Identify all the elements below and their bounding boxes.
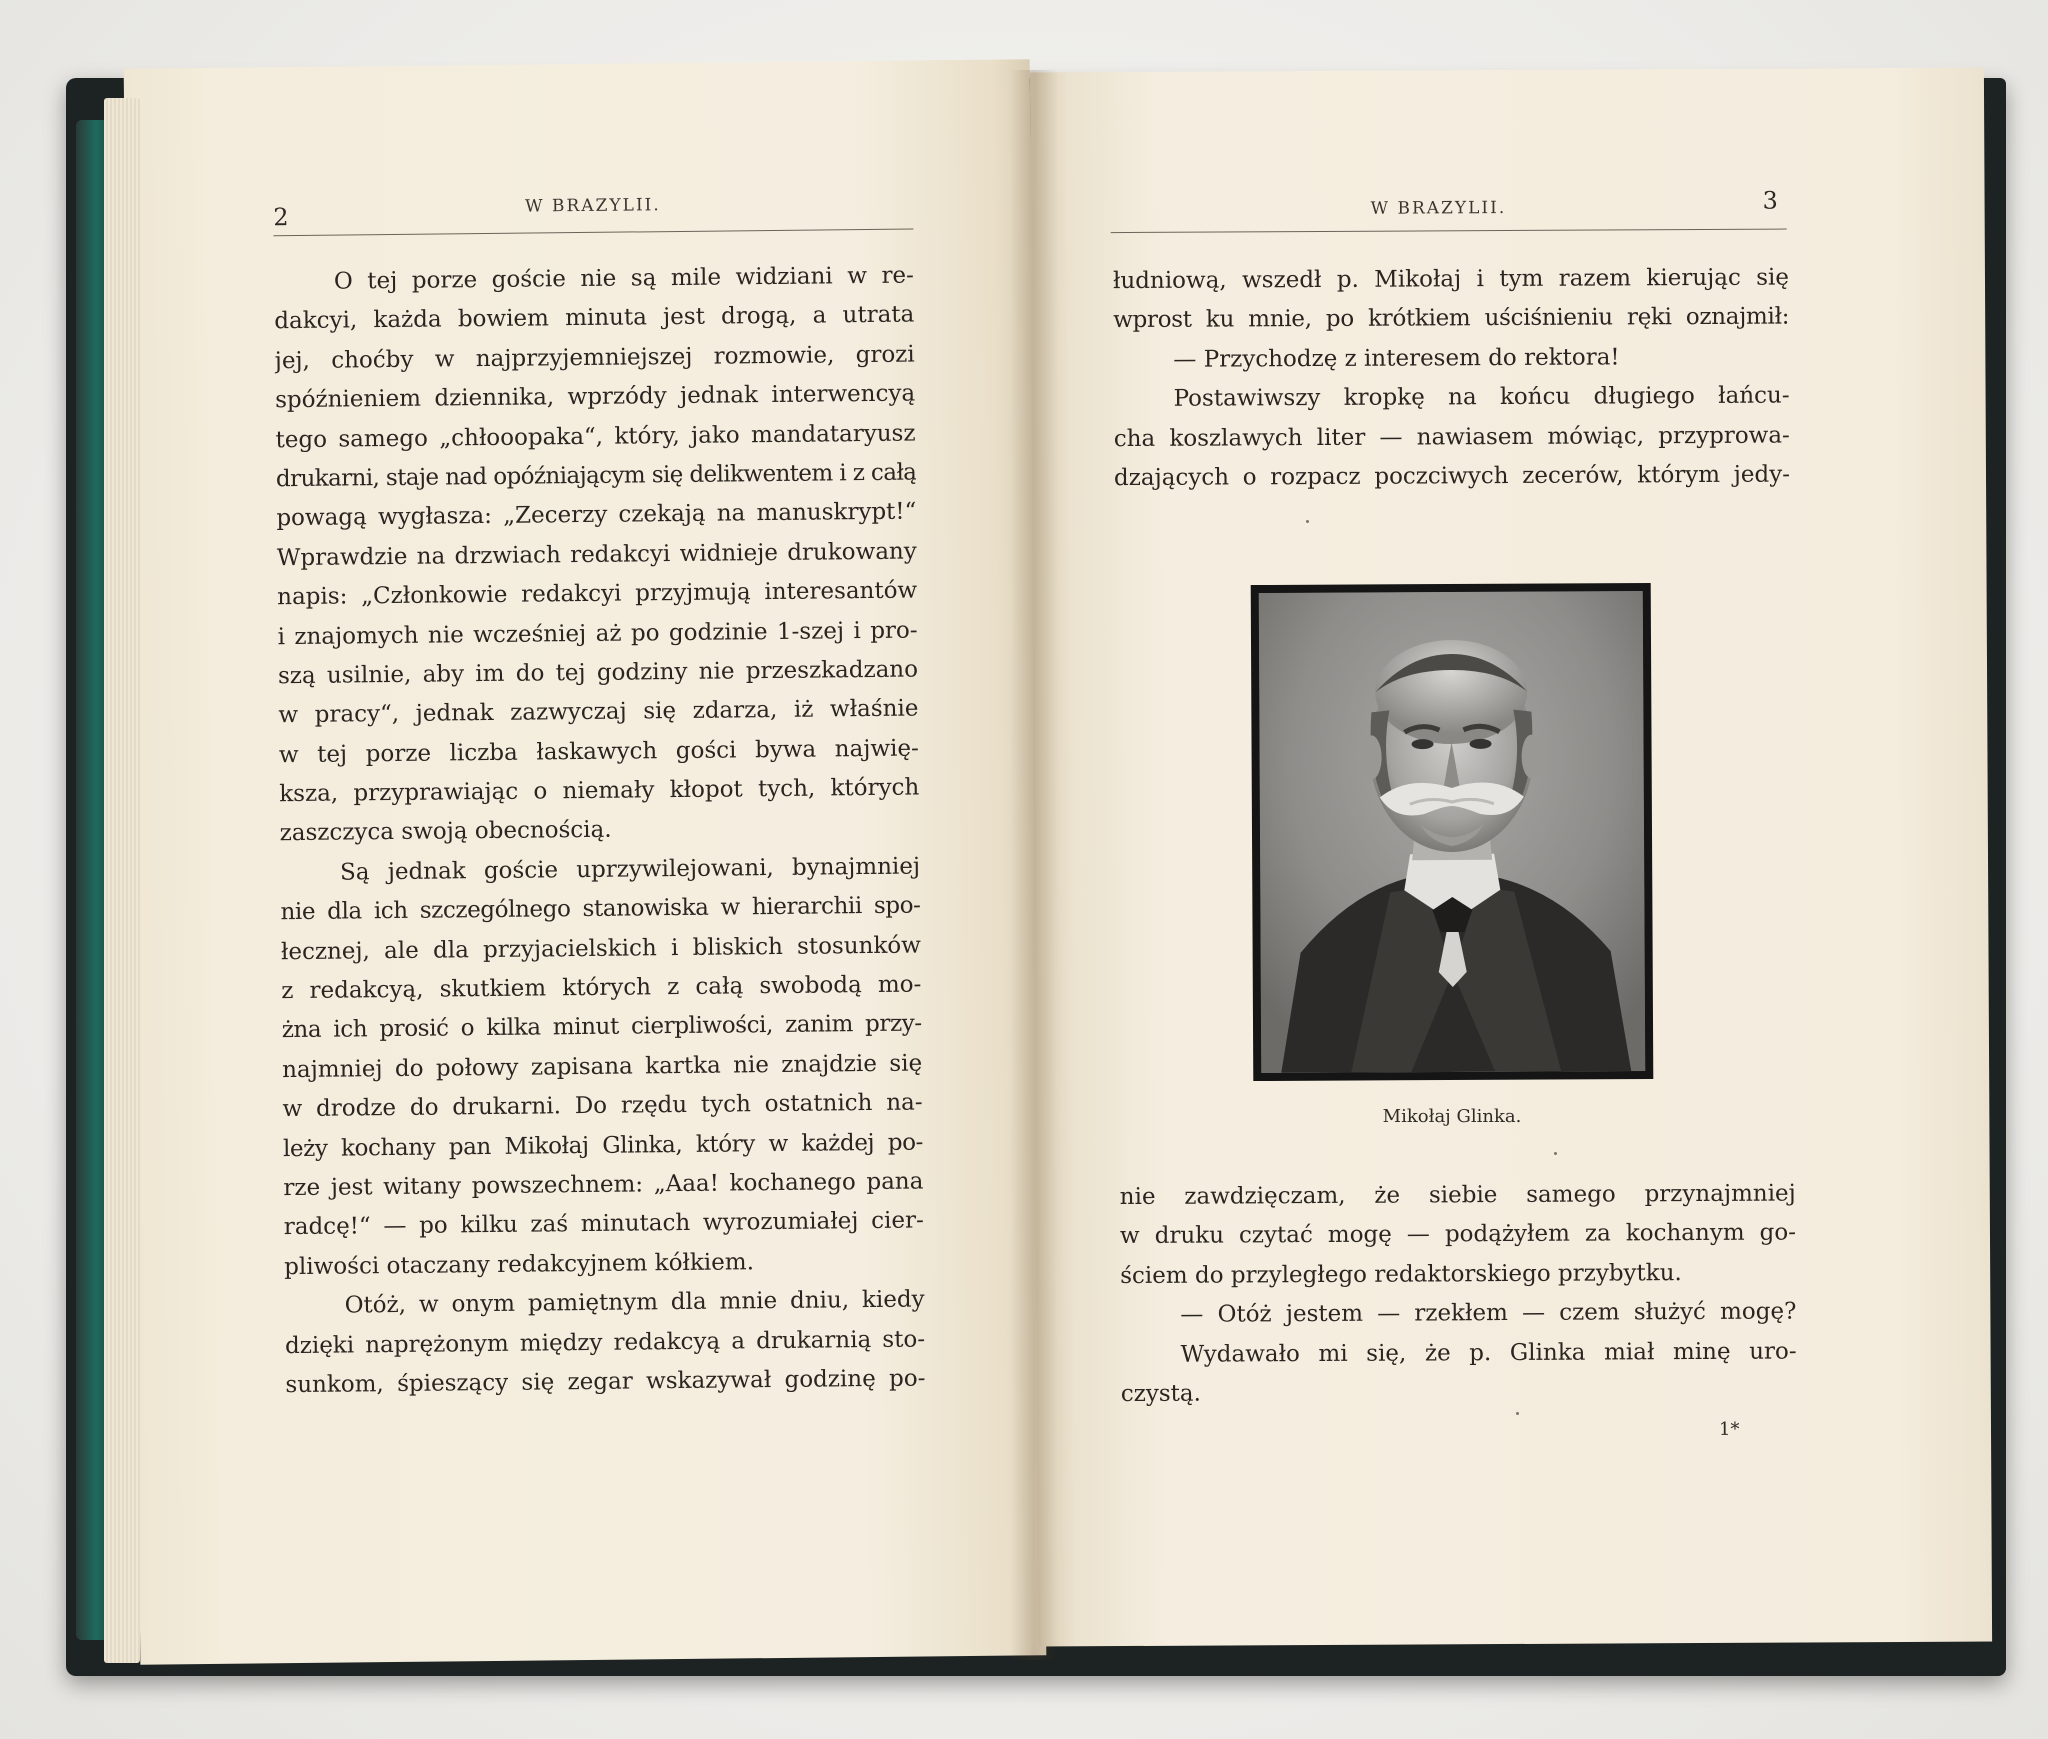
text-line: Otóż, w onym pamiętnym dla mnie dniu, kiedy xyxy=(344,1286,925,1319)
text-line: cha koszlawych liter — nawiasem mówiąc, przyprowa- xyxy=(1113,422,1790,452)
gutter-shadow xyxy=(1010,70,1058,1660)
right-head-rule xyxy=(1111,229,1787,234)
text-line: i znajomych nie wcześniej aż po godzinie 1-szej i pro- xyxy=(277,617,918,650)
text-line: z redakcyą, skutkiem których z całą swobodą mo- xyxy=(281,971,922,1005)
text-line: jej, choćby w najprzyjemniejszej rozmowie, grozi xyxy=(274,341,915,375)
left-page-number: 2 xyxy=(273,203,289,232)
text-line: w pracy“, jednak zazwyczaj się zdarza, iż właśnie xyxy=(278,695,919,729)
right-running-head: W BRAZYLII. xyxy=(1370,198,1507,219)
text-line: spóźnieniem dziennika, wprzódy jednak interwencyą xyxy=(275,380,916,414)
right-page-number: 3 xyxy=(1762,186,1778,215)
text-line: w tej porze liczba łaskawych gości bywa najwię- xyxy=(278,735,919,768)
text-line: radcę!“ — po kilku zaś minutach wyrozumiałej cier- xyxy=(283,1207,924,1241)
text-line: wprost ku mnie, po krótkiem uściśnieniu ręki oznajmił: xyxy=(1113,303,1790,334)
text-line: drukarni, staje nad opóźniającym się delikwentem i z całą xyxy=(275,459,917,493)
left-head-rule xyxy=(273,229,913,237)
text-line: powagą wygłasza: „Zecerzy czekają na manuskrypt!“ xyxy=(276,498,917,532)
text-line: w drodze do drukarni. Do rzędu tych ostatnich na- xyxy=(282,1089,923,1123)
text-line: czystą. xyxy=(1120,1380,1201,1408)
paper-speck xyxy=(1306,520,1309,523)
text-line: pliwości otaczany redakcyjnem kółkiem. xyxy=(284,1249,755,1280)
left-page xyxy=(124,59,1047,1664)
right-body-text-bottom xyxy=(1120,1175,1797,1415)
text-line: najmniej do połowy zapisana kartka nie znajdzie się xyxy=(282,1050,923,1083)
text-line: tego samego „chłooopaka“, który, jako mandataryusz xyxy=(275,420,916,453)
text-line: żna ich prosić o kilka minut cierpliwości, zanim przy- xyxy=(281,1010,922,1044)
text-line: nie dla ich szczególnego stanowiska w hierarchii spo- xyxy=(280,892,921,926)
signature-mark: 1* xyxy=(1718,1418,1740,1440)
text-line: dzających o rozpacz poczciwych zecerów, którym jedy- xyxy=(1113,461,1791,492)
text-line: łudniową, wszedł p. Mikołaj i tym razem kierując się xyxy=(1112,264,1790,295)
text-line: dakcyi, każda bowiem minuta jest drogą, a utrata xyxy=(274,301,915,335)
text-line: nie zawdzięczam, że siebie samego przynajmniej xyxy=(1119,1180,1796,1211)
text-line: napis: „Członkowie redakcyi przyjmują interesantów xyxy=(277,577,918,611)
page-edges xyxy=(104,98,140,1663)
text-line: O tej porze goście nie są mile widziani w re- xyxy=(333,262,915,295)
text-line: — Otóż jestem — rzekłem — czem służyć mogę? xyxy=(1180,1298,1797,1328)
right-body-text-top xyxy=(1113,259,1790,499)
text-line: Wprawdzie na drzwiach redakcyi widnieje drukowany xyxy=(276,538,917,571)
left-body-text xyxy=(274,257,926,1406)
text-line: leży kochany pan Mikołaj Glinka, który w każdej po- xyxy=(282,1129,924,1162)
paper-speck xyxy=(1516,1412,1519,1415)
text-line: — Przychodzę z interesem do rektora! xyxy=(1173,344,1620,373)
portrait-image xyxy=(1259,591,1646,1073)
text-line: zaszczyca swoją obecnością. xyxy=(279,817,612,847)
portrait-caption: Mikołaj Glinka. xyxy=(1382,1106,1522,1127)
text-line: Wydawało mi się, że p. Glinka miał minę uro- xyxy=(1180,1338,1797,1368)
text-line: Są jednak goście uprzywilejowani, bynajmniej xyxy=(339,853,921,886)
text-line: dzięki naprężonym między redakcyą a drukarnią sto- xyxy=(284,1326,926,1359)
text-line: sunkom, śpieszący się zegar wskazywał godzinę po- xyxy=(285,1365,926,1399)
text-line: ksza, przyprawiając o niemały kłopot tych, których xyxy=(279,774,920,808)
text-line: rze jest witany powszechnem: „Aaa! kochanego pana xyxy=(283,1168,924,1202)
text-line: Postawiwszy kropkę na końcu długiego łańcu- xyxy=(1173,382,1790,412)
text-line: szą usilnie, aby im do tej godziny nie przeszkadzano xyxy=(277,656,919,690)
left-running-head: W BRAZYLII. xyxy=(525,195,661,217)
portrait-drawing xyxy=(1259,591,1646,1073)
paper-speck xyxy=(1554,1152,1557,1155)
text-line: ściem do przyległego redaktorskiego przybytku. xyxy=(1120,1259,1682,1289)
text-line: łecznej, ale dla przyjacielskich i bliskich stosunków xyxy=(280,932,922,965)
portrait-figure xyxy=(1251,583,1654,1081)
text-line: w druku czytać mogę — podążyłem za kochanym go- xyxy=(1119,1219,1797,1250)
